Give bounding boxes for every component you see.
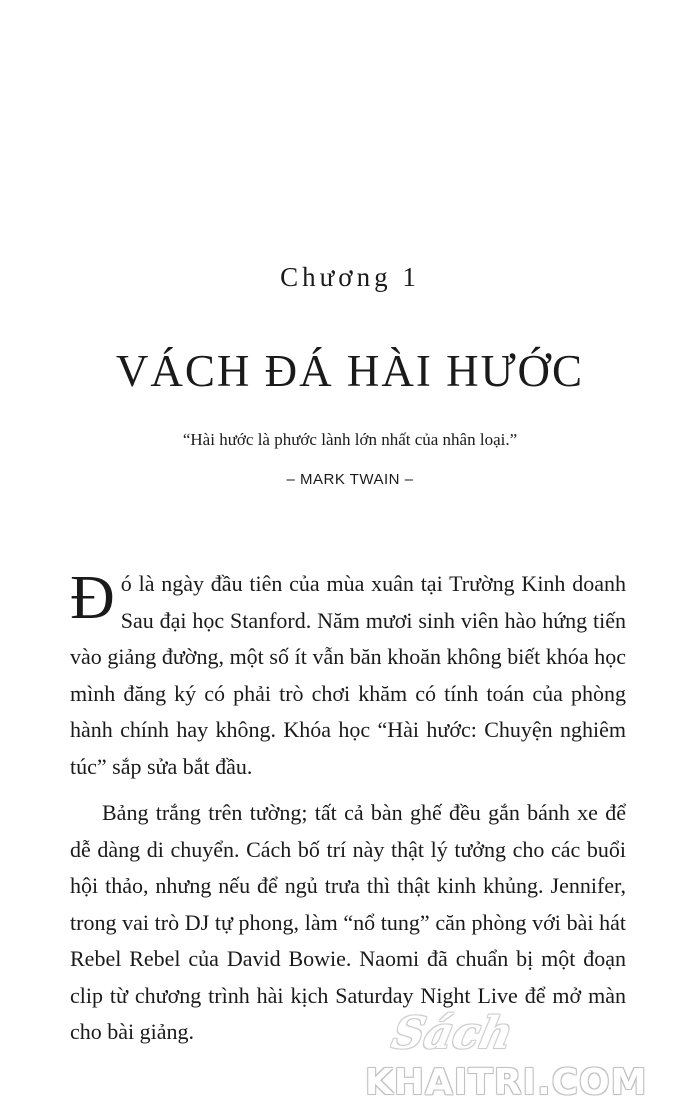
- paragraph: [70, 566, 626, 785]
- drop-cap: Đ: [70, 564, 115, 632]
- epigraph-attribution: – MARK TWAIN –: [286, 471, 414, 488]
- chapter-number: Chương 1: [280, 262, 420, 292]
- paragraph: Bảng trắng trên tường; tất cả bàn ghế đều gắn bánh xe để dễ dàng di chuyển. Cách bố trí này thật lý tưởng cho các buổi hội thảo, nhưng nếu để ngủ trưa thì thật kinh khủng. Jennifer, trong vai trò DJ tự phong, làm “nổ tung” căn phòng với bài hát Rebel Rebel của David Bowie. Naomi đã chuẩn bị một đoạn clip từ chương trình hài kịch Saturday Night Live để mở màn cho bài giảng.: [70, 800, 626, 1044]
- epigraph-quote: “Hài hước là phước lành lớn nhất của nhân loại.”: [182, 430, 518, 449]
- watermark-logo: [365, 1008, 685, 1118]
- chapter-body: [70, 566, 626, 1051]
- chapter-title: VÁCH ĐÁ HÀI HƯỚC: [115, 346, 585, 396]
- watermark-brand-text: KHAITRI.COM: [365, 1062, 648, 1103]
- watermark-script-text: Sách: [387, 1008, 518, 1059]
- paragraph-text: ó là ngày đầu tiên của mùa xuân tại Trường Kinh doanh Sau đại học Stanford. Năm mươi sinh viên hào hứng tiến vào giảng đường, một số ít vẫn băn khoăn không biết khóa học mình đăng ký có phải trò chơi khăm có tính toán của phòng hành chính hay không. Khóa học “Hài hước: Chuyện nghiêm túc” sắp sửa bắt đầu.: [70, 571, 626, 779]
